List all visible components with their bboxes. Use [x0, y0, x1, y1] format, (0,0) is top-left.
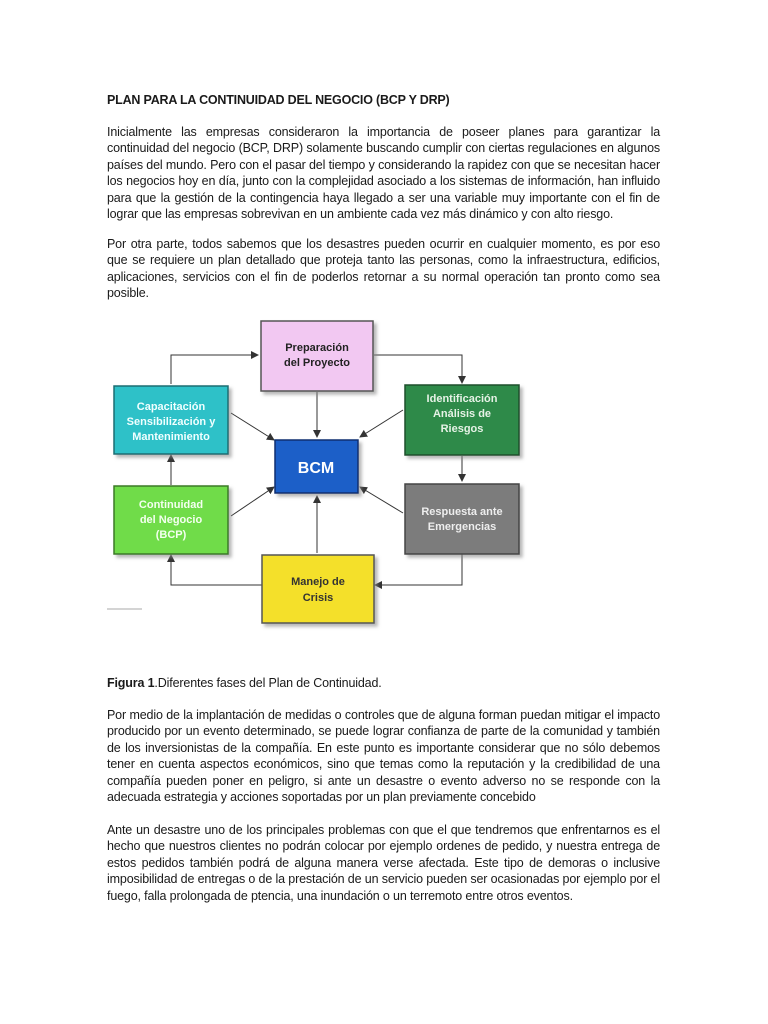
box-manejo-rect	[262, 555, 374, 623]
box-continuidad-line-1: Continuidad	[138, 499, 204, 511]
arrow-identificacion-bcm	[360, 410, 403, 437]
paragraph-medidas: Por medio de la implantación de medidas o controles que de alguna forman puedan mitigar el impacto producido por un evento determinado, se puede lograr confianza de parte de la comunidad y también de los inversionistas de la compañía. En este punto es importante considerar que no sólo debemos tener en cuenta aspectos económicos, sino que temas como la reputación y la credibilidad de una compañía pueden poner en peligro, si ante un desastre o evento adverso no se responde con la adecuada estrategia y acciones soportadas por un plan previamente concebido	[107, 708, 660, 805]
figure-caption	[107, 676, 382, 690]
arrow-capacitacion-bcm	[231, 413, 274, 440]
box-identificacion-line-1: Identificación	[426, 393, 498, 405]
box-preparacion	[261, 321, 373, 391]
box-respuesta	[405, 484, 519, 554]
box-manejo	[262, 555, 374, 623]
box-capacitacion-line-3: Mantenimiento	[132, 431, 210, 443]
box-continuidad	[114, 486, 228, 554]
box-manejo-line-1: Manejo de	[291, 576, 345, 588]
paragraph-intro: Inicialmente las empresas consideraron la importancia de poseer planes para garantizar la continuidad del negocio (BCP, DRP) solamente buscando cumplir con ciertas regulaciones en algunos países del mundo. Pero con el pasar del tiempo y considerando la rapidez con que se necesitan hacer los negocios hoy en día, junto con la complejidad asociado a los sistemas de información, han influido para que la gestión de la contingencia haya llegado a ser una variable muy importante con el fin de lograr que las empresas sobrevivan en un ambiente cada vez más dinámico y con alto riesgo.	[107, 125, 660, 222]
box-preparacion-line-1: Preparación	[285, 342, 349, 354]
box-identificacion	[405, 385, 519, 455]
arrow-respuesta-manejo	[375, 554, 462, 585]
arrow-capacitacion-preparacion	[171, 355, 258, 384]
bcm-center-box	[275, 440, 358, 493]
box-continuidad-line-3: (BCP)	[155, 529, 187, 541]
arrow-preparacion-identificacion	[374, 355, 462, 383]
document-title: PLAN PARA LA CONTINUIDAD DEL NEGOCIO (BCP Y DRP)	[107, 93, 450, 107]
box-preparacion-rect	[261, 321, 373, 391]
box-manejo-line-2: Crisis	[302, 592, 334, 604]
box-respuesta-rect	[405, 484, 519, 554]
box-identificacion-line-3: Riesgos	[440, 423, 484, 435]
bcm-center-label: BCM	[297, 460, 335, 477]
paragraph-desastres: Por otra parte, todos sabemos que los desastres pueden ocurrir en cualquier momento, es por eso que se requiere un plan detallado que proteja tanto las personas, como la infraestructura, edificios, aplicaciones, servicios con el fin de poderlos retornar a su normal operación tan pronto como sea posible.	[107, 237, 660, 301]
box-identificacion-line-2: Análisis de	[432, 408, 492, 420]
paragraph-problemas: Ante un desastre uno de los principales problemas con que el que tendremos que enfrentarnos es el hecho que nuestros clientes no podrán colocar por ejemplo ordenes de pedido, y nuestra entrega de estos pedidos también podrá de alguna manera verse afectada. Este tipo de demoras o inclusive imposibilidad de entregas o de la prestación de un servicio pueden ser ocasionadas por ejemplo por el fuego, falla prolongada de ptencia, una inundación o un terremoto entre otros eventos.	[107, 823, 660, 903]
box-continuidad-line-2: del Negocio	[139, 514, 203, 526]
box-capacitacion	[114, 386, 228, 454]
box-capacitacion-line-2: Sensibilización y	[126, 416, 216, 428]
box-capacitacion-line-1: Capacitación	[136, 401, 206, 413]
arrow-manejo-continuidad	[171, 555, 262, 585]
figure-caption-label: Figura 1	[107, 676, 155, 690]
arrow-respuesta-bcm	[360, 487, 403, 513]
box-respuesta-line-2: Emergencias	[427, 521, 497, 533]
box-respuesta-line-1: Respuesta ante	[421, 506, 503, 518]
box-preparacion-line-2: del Proyecto	[283, 357, 351, 369]
figure-caption-text: .Diferentes fases del Plan de Continuidad.	[154, 676, 382, 690]
arrow-continuidad-bcm	[231, 487, 274, 516]
